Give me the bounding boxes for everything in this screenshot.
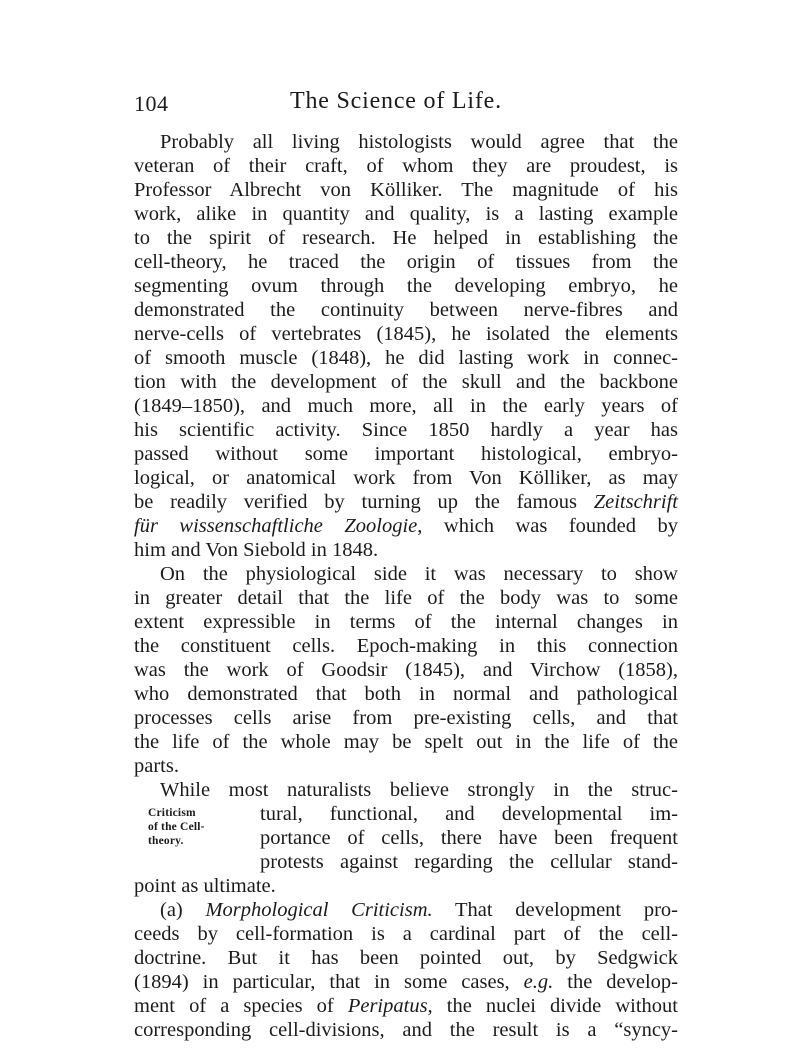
journal-title: Zeitschrift xyxy=(593,491,678,513)
text-line: tion with the development of the skull and the backbone xyxy=(134,371,678,393)
text-line: who demonstrated that both in normal and pathological xyxy=(134,683,678,705)
text-line: to the spirit of research. He helped in establishing the xyxy=(134,227,678,249)
text-line: was the work of Goodsir (1845), and Virchow (1858), xyxy=(134,659,678,681)
text-line: point as ultimate. xyxy=(134,875,276,897)
text-line: tural, functional, and developmental im- xyxy=(260,803,678,825)
text-line: corresponding cell-divisions, and the result is a “syncy- xyxy=(134,1019,678,1041)
text-line: extent expressible in terms of the internal changes in xyxy=(134,611,678,633)
text-run: be readily verified by turning up the famous xyxy=(134,491,577,513)
text-line: in greater detail that the life of the body was to some xyxy=(134,587,678,609)
text-run: That development pro- xyxy=(454,899,678,921)
page-number: 104 xyxy=(134,91,169,116)
text-line: Probably all living histologists would agree that the xyxy=(160,131,678,153)
text-line: logical, or anatomical work from Von Kölliker, as may xyxy=(134,467,678,489)
text-line: work, alike in quantity and quality, is a lasting example xyxy=(134,203,678,225)
text-line: protests against regarding the cellular stand- xyxy=(260,851,678,873)
text-line: processes cells arise from pre-existing cells, and that xyxy=(134,707,678,729)
genus-name: Peripatus, xyxy=(347,995,433,1017)
text-line-mixed xyxy=(134,490,678,514)
text-line: doctrine. But it has been pointed out, by Sedgwick xyxy=(134,947,678,969)
section-heading: Morphological Criticism. xyxy=(205,899,433,921)
text-line: demonstrated the continuity between nerve-fibres and xyxy=(134,299,678,321)
text-line: While most naturalists believe strongly in the struc- xyxy=(160,779,678,801)
text-line: passed without some important histological, embryo- xyxy=(134,443,678,465)
text-line: his scientific activity. Since 1850 hardly a year has xyxy=(134,419,678,441)
margin-note xyxy=(148,806,205,848)
margin-note-line: of the Cell- xyxy=(148,821,205,833)
margin-note-line: Criticism xyxy=(148,807,196,819)
abbreviation: e.g. xyxy=(523,971,554,993)
text-line: him and Von Siebold in 1848. xyxy=(134,539,379,561)
text-run: ment of a species of xyxy=(134,995,334,1017)
text-line: nerve-cells of vertebrates (1845), he isolated the elements xyxy=(134,323,678,345)
list-marker: (a) xyxy=(160,899,183,921)
text-line: of smooth muscle (1848), he did lasting work in connec- xyxy=(134,347,678,369)
text-line: segmenting ovum through the developing embryo, he xyxy=(134,275,678,297)
text-line: portance of cells, there have been frequent xyxy=(260,827,678,849)
text-line: (1849–1850), and much more, all in the early years of xyxy=(134,395,678,417)
text-run: which was founded by xyxy=(443,515,679,537)
text-line: cell-theory, he traced the origin of tissues from the xyxy=(134,251,678,273)
text-run: the develop- xyxy=(567,971,678,993)
text-line: parts. xyxy=(134,755,179,777)
text-run: the nuclei divide without xyxy=(446,995,678,1017)
running-title: The Science of Life. xyxy=(290,88,502,114)
text-line: On the physiological side it was necessary to show xyxy=(160,563,678,585)
journal-title: für wissenschaftliche Zoologie xyxy=(134,515,418,537)
text-line-mixed xyxy=(160,898,678,922)
text-line: the constituent cells. Epoch-making in this connection xyxy=(134,635,678,657)
text-line: veteran of their craft, of whom they are proudest, is xyxy=(134,155,678,177)
text-line: ceeds by cell-formation is a cardinal part of the cell- xyxy=(134,923,678,945)
text-line: Professor Albrecht von Kölliker. The magnitude of his xyxy=(134,179,678,201)
margin-note-line: theory. xyxy=(148,835,184,847)
text-line: the life of the whole may be spelt out in the life of the xyxy=(134,731,678,753)
text-line-mixed: für wissenschaftliche Zoologie, which was founded by xyxy=(134,515,679,537)
text-run: (1894) in particular, that in some cases, xyxy=(134,971,510,993)
